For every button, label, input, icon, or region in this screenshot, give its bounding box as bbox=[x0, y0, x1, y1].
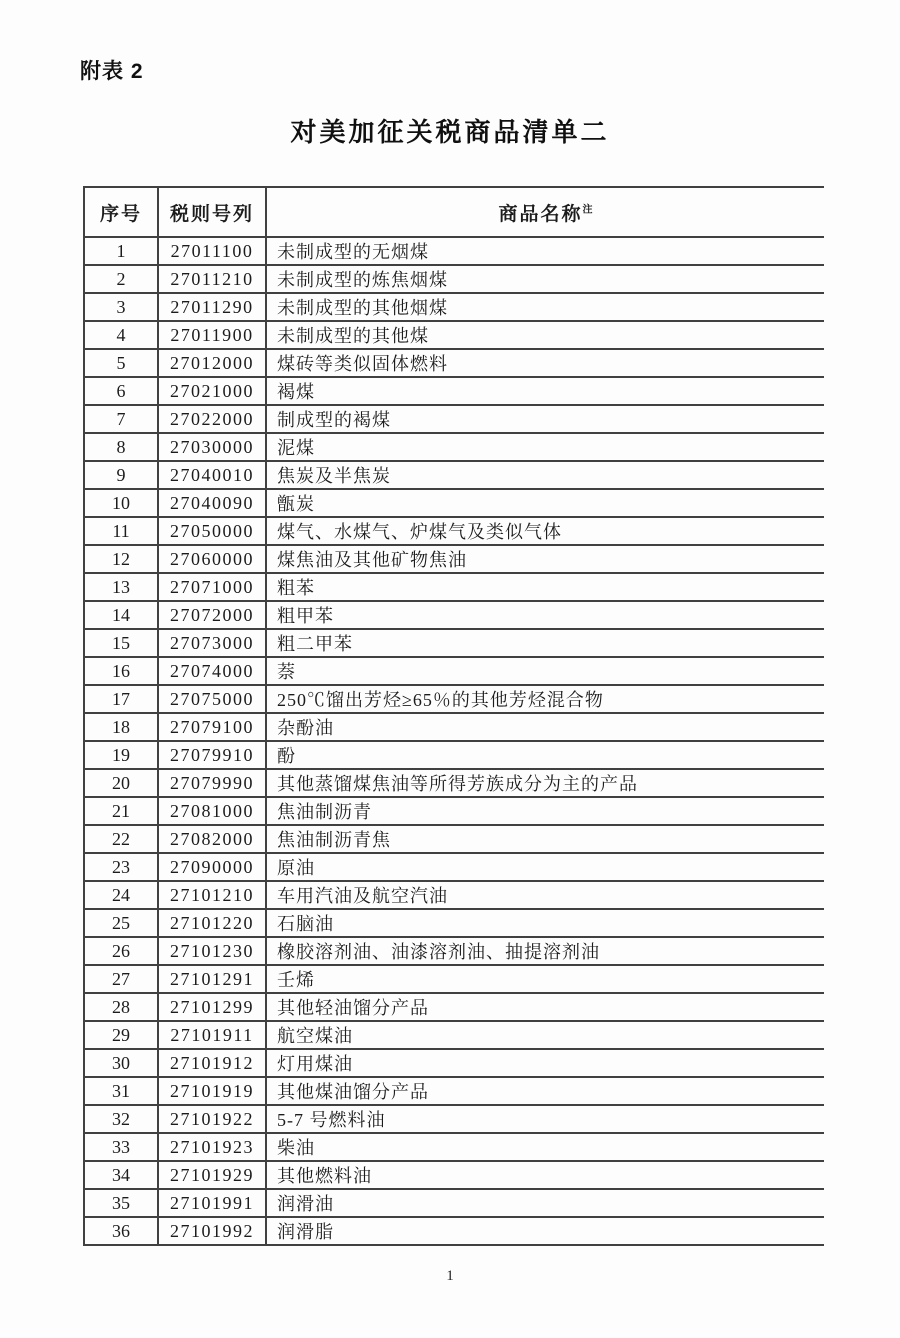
cell-product-name: 其他煤油馏分产品 bbox=[266, 1077, 824, 1105]
cell-index: 17 bbox=[84, 685, 158, 713]
cell-tariff-code: 27021000 bbox=[158, 377, 266, 405]
cell-tariff-code: 27101911 bbox=[158, 1021, 266, 1049]
cell-product-name: 未制成型的其他烟煤 bbox=[266, 293, 824, 321]
cell-product-name: 煤气、水煤气、炉煤气及类似气体 bbox=[266, 517, 824, 545]
table-row bbox=[84, 349, 824, 377]
cell-product-name: 焦炭及半焦炭 bbox=[266, 461, 824, 489]
table-row bbox=[84, 1189, 824, 1217]
cell-product-name: 煤砖等类似固体燃料 bbox=[266, 349, 824, 377]
cell-product-name: 原油 bbox=[266, 853, 824, 881]
cell-index: 18 bbox=[84, 713, 158, 741]
cell-index: 27 bbox=[84, 965, 158, 993]
table-body bbox=[84, 237, 824, 1245]
cell-product-name: 航空煤油 bbox=[266, 1021, 824, 1049]
cell-index: 4 bbox=[84, 321, 158, 349]
cell-tariff-code: 27071000 bbox=[158, 573, 266, 601]
cell-tariff-code: 27101922 bbox=[158, 1105, 266, 1133]
cell-product-name: 其他燃料油 bbox=[266, 1161, 824, 1189]
table-row bbox=[84, 377, 824, 405]
table-row bbox=[84, 517, 824, 545]
table-row bbox=[84, 993, 824, 1021]
cell-tariff-code: 27079990 bbox=[158, 769, 266, 797]
table-row bbox=[84, 1161, 824, 1189]
cell-index: 30 bbox=[84, 1049, 158, 1077]
cell-index: 9 bbox=[84, 461, 158, 489]
table-row bbox=[84, 601, 824, 629]
table-row bbox=[84, 321, 824, 349]
cell-index: 21 bbox=[84, 797, 158, 825]
cell-tariff-code: 27101220 bbox=[158, 909, 266, 937]
column-header-index: 序号 bbox=[84, 187, 158, 237]
table-row bbox=[84, 461, 824, 489]
column-header-product-name-text: 商品名称 bbox=[498, 203, 583, 225]
cell-tariff-code: 27073000 bbox=[158, 629, 266, 657]
cell-tariff-code: 27082000 bbox=[158, 825, 266, 853]
cell-index: 23 bbox=[84, 853, 158, 881]
cell-product-name: 制成型的褐煤 bbox=[266, 405, 824, 433]
appendix-label: 附表 2 bbox=[80, 60, 144, 83]
table-row bbox=[84, 881, 824, 909]
column-header-product-name bbox=[266, 187, 824, 237]
table-row bbox=[84, 1217, 824, 1245]
cell-index: 16 bbox=[84, 657, 158, 685]
cell-index: 22 bbox=[84, 825, 158, 853]
cell-product-name: 萘 bbox=[266, 657, 824, 685]
table-row bbox=[84, 405, 824, 433]
cell-index: 2 bbox=[84, 265, 158, 293]
table-row bbox=[84, 1021, 824, 1049]
cell-index: 35 bbox=[84, 1189, 158, 1217]
table-row bbox=[84, 853, 824, 881]
cell-index: 32 bbox=[84, 1105, 158, 1133]
table-row bbox=[84, 433, 824, 461]
cell-index: 31 bbox=[84, 1077, 158, 1105]
cell-index: 36 bbox=[84, 1217, 158, 1245]
cell-tariff-code: 27011290 bbox=[158, 293, 266, 321]
cell-tariff-code: 27101919 bbox=[158, 1077, 266, 1105]
cell-tariff-code: 27101991 bbox=[158, 1189, 266, 1217]
cell-tariff-code: 27022000 bbox=[158, 405, 266, 433]
cell-index: 19 bbox=[84, 741, 158, 769]
cell-product-name: 褐煤 bbox=[266, 377, 824, 405]
cell-index: 34 bbox=[84, 1161, 158, 1189]
table-row bbox=[84, 685, 824, 713]
cell-product-name: 其他蒸馏煤焦油等所得芳族成分为主的产品 bbox=[266, 769, 824, 797]
cell-tariff-code: 27101929 bbox=[158, 1161, 266, 1189]
table-row bbox=[84, 825, 824, 853]
cell-tariff-code: 27090000 bbox=[158, 853, 266, 881]
table-row bbox=[84, 293, 824, 321]
cell-product-name: 焦油制沥青焦 bbox=[266, 825, 824, 853]
cell-product-name: 5-7 号燃料油 bbox=[266, 1105, 824, 1133]
cell-tariff-code: 27040090 bbox=[158, 489, 266, 517]
table-row bbox=[84, 797, 824, 825]
cell-tariff-code: 27101912 bbox=[158, 1049, 266, 1077]
cell-tariff-code: 27079910 bbox=[158, 741, 266, 769]
cell-product-name: 橡胶溶剂油、油漆溶剂油、抽提溶剂油 bbox=[266, 937, 824, 965]
column-header-tariff-code: 税则号列 bbox=[158, 187, 266, 237]
page-number: 1 bbox=[446, 1268, 454, 1284]
cell-index: 7 bbox=[84, 405, 158, 433]
cell-tariff-code: 27040010 bbox=[158, 461, 266, 489]
cell-product-name: 未制成型的无烟煤 bbox=[266, 237, 824, 265]
tariff-goods-table bbox=[83, 186, 824, 1246]
cell-product-name: 煤焦油及其他矿物焦油 bbox=[266, 545, 824, 573]
table-row bbox=[84, 489, 824, 517]
cell-index: 26 bbox=[84, 937, 158, 965]
cell-product-name: 粗苯 bbox=[266, 573, 824, 601]
cell-product-name: 粗二甲苯 bbox=[266, 629, 824, 657]
cell-index: 10 bbox=[84, 489, 158, 517]
cell-index: 25 bbox=[84, 909, 158, 937]
cell-product-name: 粗甲苯 bbox=[266, 601, 824, 629]
table-row bbox=[84, 237, 824, 265]
table-header bbox=[84, 187, 824, 237]
table-header-row bbox=[84, 187, 824, 237]
cell-index: 11 bbox=[84, 517, 158, 545]
cell-tariff-code: 27101923 bbox=[158, 1133, 266, 1161]
table-row bbox=[84, 909, 824, 937]
table-row bbox=[84, 713, 824, 741]
table-row bbox=[84, 965, 824, 993]
cell-tariff-code: 27101230 bbox=[158, 937, 266, 965]
table-row bbox=[84, 657, 824, 685]
table-row bbox=[84, 545, 824, 573]
cell-tariff-code: 27011100 bbox=[158, 237, 266, 265]
cell-index: 28 bbox=[84, 993, 158, 1021]
page-title: 对美加征关税商品清单二 bbox=[290, 117, 610, 147]
table-row bbox=[84, 265, 824, 293]
cell-tariff-code: 27101992 bbox=[158, 1217, 266, 1245]
cell-index: 3 bbox=[84, 293, 158, 321]
cell-product-name: 其他轻油馏分产品 bbox=[266, 993, 824, 1021]
header-note-marker: 注 bbox=[582, 204, 593, 216]
cell-product-name: 石脑油 bbox=[266, 909, 824, 937]
cell-index: 12 bbox=[84, 545, 158, 573]
cell-tariff-code: 27050000 bbox=[158, 517, 266, 545]
cell-index: 24 bbox=[84, 881, 158, 909]
table-row bbox=[84, 1077, 824, 1105]
cell-product-name: 未制成型的炼焦烟煤 bbox=[266, 265, 824, 293]
table-row bbox=[84, 937, 824, 965]
cell-tariff-code: 27011900 bbox=[158, 321, 266, 349]
cell-index: 20 bbox=[84, 769, 158, 797]
cell-index: 29 bbox=[84, 1021, 158, 1049]
cell-tariff-code: 27011210 bbox=[158, 265, 266, 293]
cell-tariff-code: 27012000 bbox=[158, 349, 266, 377]
cell-tariff-code: 27072000 bbox=[158, 601, 266, 629]
cell-tariff-code: 27101291 bbox=[158, 965, 266, 993]
cell-product-name: 焦油制沥青 bbox=[266, 797, 824, 825]
cell-product-name: 杂酚油 bbox=[266, 713, 824, 741]
table-row bbox=[84, 1105, 824, 1133]
cell-tariff-code: 27075000 bbox=[158, 685, 266, 713]
cell-tariff-code: 27101210 bbox=[158, 881, 266, 909]
table-row bbox=[84, 629, 824, 657]
cell-product-name: 酚 bbox=[266, 741, 824, 769]
table-row bbox=[84, 1133, 824, 1161]
cell-tariff-code: 27101299 bbox=[158, 993, 266, 1021]
cell-index: 33 bbox=[84, 1133, 158, 1161]
cell-tariff-code: 27030000 bbox=[158, 433, 266, 461]
table-row bbox=[84, 769, 824, 797]
cell-index: 8 bbox=[84, 433, 158, 461]
cell-tariff-code: 27081000 bbox=[158, 797, 266, 825]
cell-product-name: 车用汽油及航空汽油 bbox=[266, 881, 824, 909]
cell-index: 6 bbox=[84, 377, 158, 405]
cell-tariff-code: 27079100 bbox=[158, 713, 266, 741]
cell-product-name: 250℃馏出芳烃≥65％的其他芳烃混合物 bbox=[266, 685, 824, 713]
table-row bbox=[84, 1049, 824, 1077]
cell-product-name: 柴油 bbox=[266, 1133, 824, 1161]
table-row bbox=[84, 573, 824, 601]
cell-product-name: 灯用煤油 bbox=[266, 1049, 824, 1077]
cell-tariff-code: 27060000 bbox=[158, 545, 266, 573]
cell-product-name: 润滑脂 bbox=[266, 1217, 824, 1245]
cell-product-name: 甑炭 bbox=[266, 489, 824, 517]
cell-product-name: 未制成型的其他煤 bbox=[266, 321, 824, 349]
cell-index: 13 bbox=[84, 573, 158, 601]
cell-index: 14 bbox=[84, 601, 158, 629]
cell-index: 5 bbox=[84, 349, 158, 377]
cell-tariff-code: 27074000 bbox=[158, 657, 266, 685]
cell-index: 1 bbox=[84, 237, 158, 265]
cell-product-name: 壬烯 bbox=[266, 965, 824, 993]
cell-product-name: 润滑油 bbox=[266, 1189, 824, 1217]
cell-index: 15 bbox=[84, 629, 158, 657]
cell-product-name: 泥煤 bbox=[266, 433, 824, 461]
table-row bbox=[84, 741, 824, 769]
